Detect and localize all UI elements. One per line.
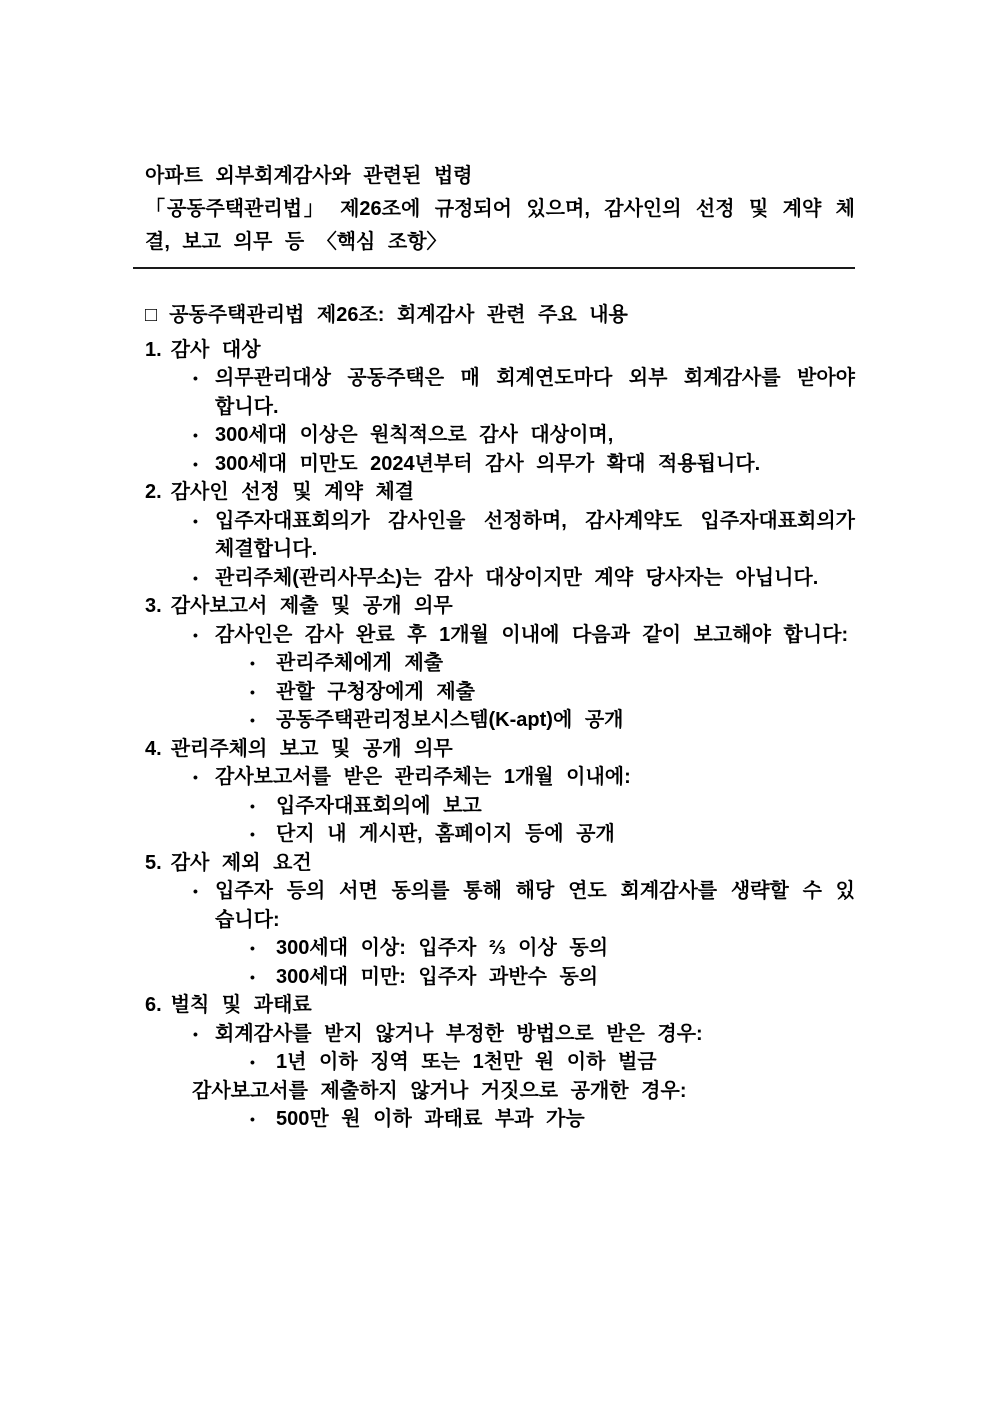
bullet-text: 500만 원 이하 과태료 부과 가능 [276,1108,585,1130]
document-page [145,160,855,1134]
bullet-icon: • [193,370,198,386]
bullet-text: 관리주체(관리사무소)는 감사 대상이지만 계약 당사자는 아닙니다. [215,566,819,589]
list-item-6 [145,991,855,1020]
bullet-icon: • [250,826,255,842]
bullet-text: 300세대 미만도 2024년부터 감사 의무가 확대 적용됩니다. [215,452,761,475]
item-number: 4. [145,737,162,760]
item-number: 2. [145,481,162,503]
item-title: 감사보고서 제출 및 공개 의무 [170,595,453,617]
sub-bullet-item [145,1048,855,1077]
bullet-icon: • [250,712,255,728]
bullet-item [145,564,855,593]
bullet-icon: • [193,883,198,899]
bullet-item [145,507,855,564]
bullet-text: 단지 내 게시판, 홈페이지 등에 공개 [276,823,615,845]
item-number: 3. [145,595,162,617]
document-header [145,160,855,259]
line-text: 감사보고서를 제출하지 않거나 거짓으로 공개한 경우: [192,1079,687,1102]
bullet-item [145,421,855,450]
bullet-item [145,877,855,934]
item-number: 5. [145,851,162,874]
bullet-icon: • [193,455,198,472]
item-title: 감사인 선정 및 계약 체결 [170,481,415,503]
bullet-icon: • [250,797,255,814]
sub-bullet-item [145,934,855,963]
bullet-item [145,1020,855,1049]
list-item-2 [145,478,855,507]
section-heading [145,301,855,330]
item-title: 감사 제외 요건 [170,851,312,874]
section-heading-text: 공동주택관리법 제26조: 회계감사 관련 주요 내용 [169,304,628,326]
bullet-icon: • [193,427,198,443]
sub-bullet-item [145,649,855,678]
bullet-item [145,621,855,650]
bullet-icon: • [250,1054,255,1070]
bullet-text: 1년 이하 징역 또는 1천만 원 이하 벌금 [276,1051,657,1073]
bullet-text: 공동주택관리정보시스템(K-apt)에 공개 [276,709,624,731]
bullet-text: 입주자 등의 서면 동의를 통해 해당 연도 회계감사를 생략할 수 있습니다: [215,880,855,931]
bullet-text: 감사인은 감사 완료 후 1개월 이내에 다음과 같이 보고해야 합니다: [215,623,849,646]
bullet-text: 300세대 이상: 입주자 ⅔ 이상 동의 [276,937,609,959]
sub-bullet-item [145,792,855,821]
sub-bullet-item [145,706,855,735]
bullet-text: 300세대 미만: 입주자 과반수 동의 [276,965,599,988]
bullet-icon: • [250,1111,255,1127]
list-item-4 [145,735,855,764]
document-subtitle: 「공동주택관리법」 제26조에 규정되어 있으며, 감사인의 선정 및 계약 체결, 보고 의무 등 〈핵심 조항〉 [145,198,855,253]
list-item-3 [145,592,855,621]
bullet-icon: • [250,683,255,700]
sub-bullet-item [145,820,855,849]
bullet-text: 관할 구청장에게 제출 [276,680,475,703]
item-title: 관리주체의 보고 및 공개 의무 [170,737,453,760]
item-title: 벌칙 및 과태료 [170,994,312,1016]
list-item-1 [145,336,855,365]
unbulleted-line [145,1077,855,1106]
sub-bullet-item [145,1105,855,1134]
bullet-text: 300세대 이상은 원칙적으로 감사 대상이며, [215,424,614,446]
bullet-text: 감사보고서를 받은 관리주체는 1개월 이내에: [215,766,631,788]
sub-bullet-item [145,678,855,707]
checkbox-square-icon: □ [145,304,158,326]
list-item-5 [145,849,855,878]
bullet-icon: • [193,626,198,643]
bullet-item [145,364,855,421]
bullet-text: 의무관리대상 공동주택은 매 회계연도마다 외부 회계감사를 받아야 합니다. [215,367,855,418]
item-title: 감사 대상 [170,338,261,361]
bullet-icon: • [193,512,198,529]
bullet-item [145,763,855,792]
sub-bullet-item [145,963,855,992]
bullet-icon: • [193,1025,198,1042]
content-list [145,336,855,1134]
document-title: 아파트 외부회계감사와 관련된 법령 [145,165,473,187]
bullet-icon: • [193,569,198,586]
item-number: 1. [145,338,162,361]
bullet-text: 입주자대표회의에 보고 [276,794,482,817]
bullet-item [145,450,855,479]
bullet-icon: • [250,940,255,956]
bullet-text: 관리주체에게 제출 [276,652,444,674]
bullet-text: 입주자대표회의가 감사인을 선정하며, 감사계약도 입주자대표회의가 체결합니다. [215,509,855,560]
divider [133,267,855,269]
bullet-icon: • [193,769,198,785]
bullet-text: 회계감사를 받지 않거나 부정한 방법으로 받은 경우: [215,1022,703,1045]
bullet-icon: • [250,655,255,671]
item-number: 6. [145,994,162,1016]
bullet-icon: • [250,968,255,985]
